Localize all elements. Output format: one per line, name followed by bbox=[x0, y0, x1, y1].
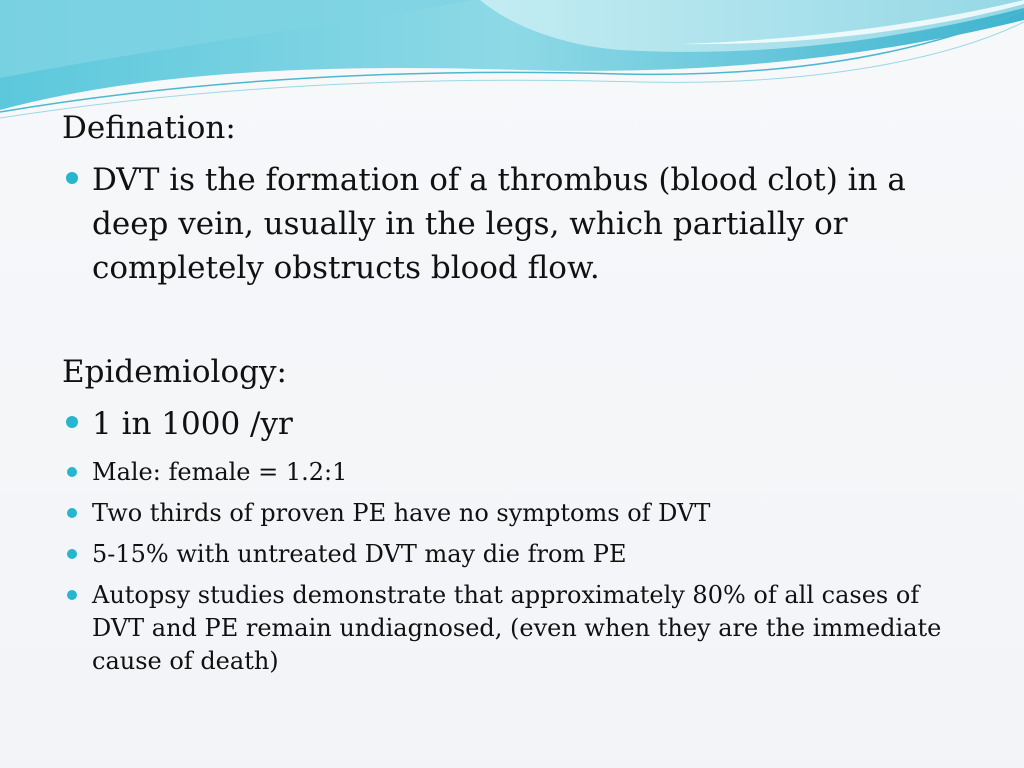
list-item bbox=[62, 497, 972, 530]
definition-heading: Defination: bbox=[62, 110, 236, 146]
incidence-text: 1 in 1000 /yr bbox=[92, 406, 293, 442]
point-text: Autopsy studies demonstrate that approximately 80% of all cases of DVT and PE remain undiagnosed, (even when they are the immediate cause of death) bbox=[92, 581, 942, 675]
list-item bbox=[62, 579, 972, 678]
bullet-dot-icon bbox=[67, 467, 77, 477]
point-text: Two thirds of proven PE have no symptoms of DVT bbox=[92, 499, 711, 527]
bullet-dot-icon bbox=[66, 416, 78, 428]
list-item bbox=[62, 456, 972, 489]
bullet-dot-icon bbox=[67, 549, 77, 559]
definition-text: DVT is the formation of a thrombus (blood clot) in a deep vein, usually in the legs, which partially or completely obstructs blood flow. bbox=[92, 162, 906, 286]
epidemiology-heading: Epidemiology: bbox=[62, 354, 287, 390]
bullet-dot-icon bbox=[66, 172, 78, 184]
point-text: 5-15% with untreated DVT may die from PE bbox=[92, 540, 627, 568]
incidence-bullet bbox=[62, 402, 972, 446]
bullet-dot-icon bbox=[67, 590, 77, 600]
point-text: Male: female = 1.2:1 bbox=[92, 458, 348, 486]
slide-content bbox=[62, 108, 972, 678]
list-item bbox=[62, 538, 972, 571]
definition-bullet bbox=[62, 158, 972, 290]
bullet-dot-icon bbox=[67, 508, 77, 518]
